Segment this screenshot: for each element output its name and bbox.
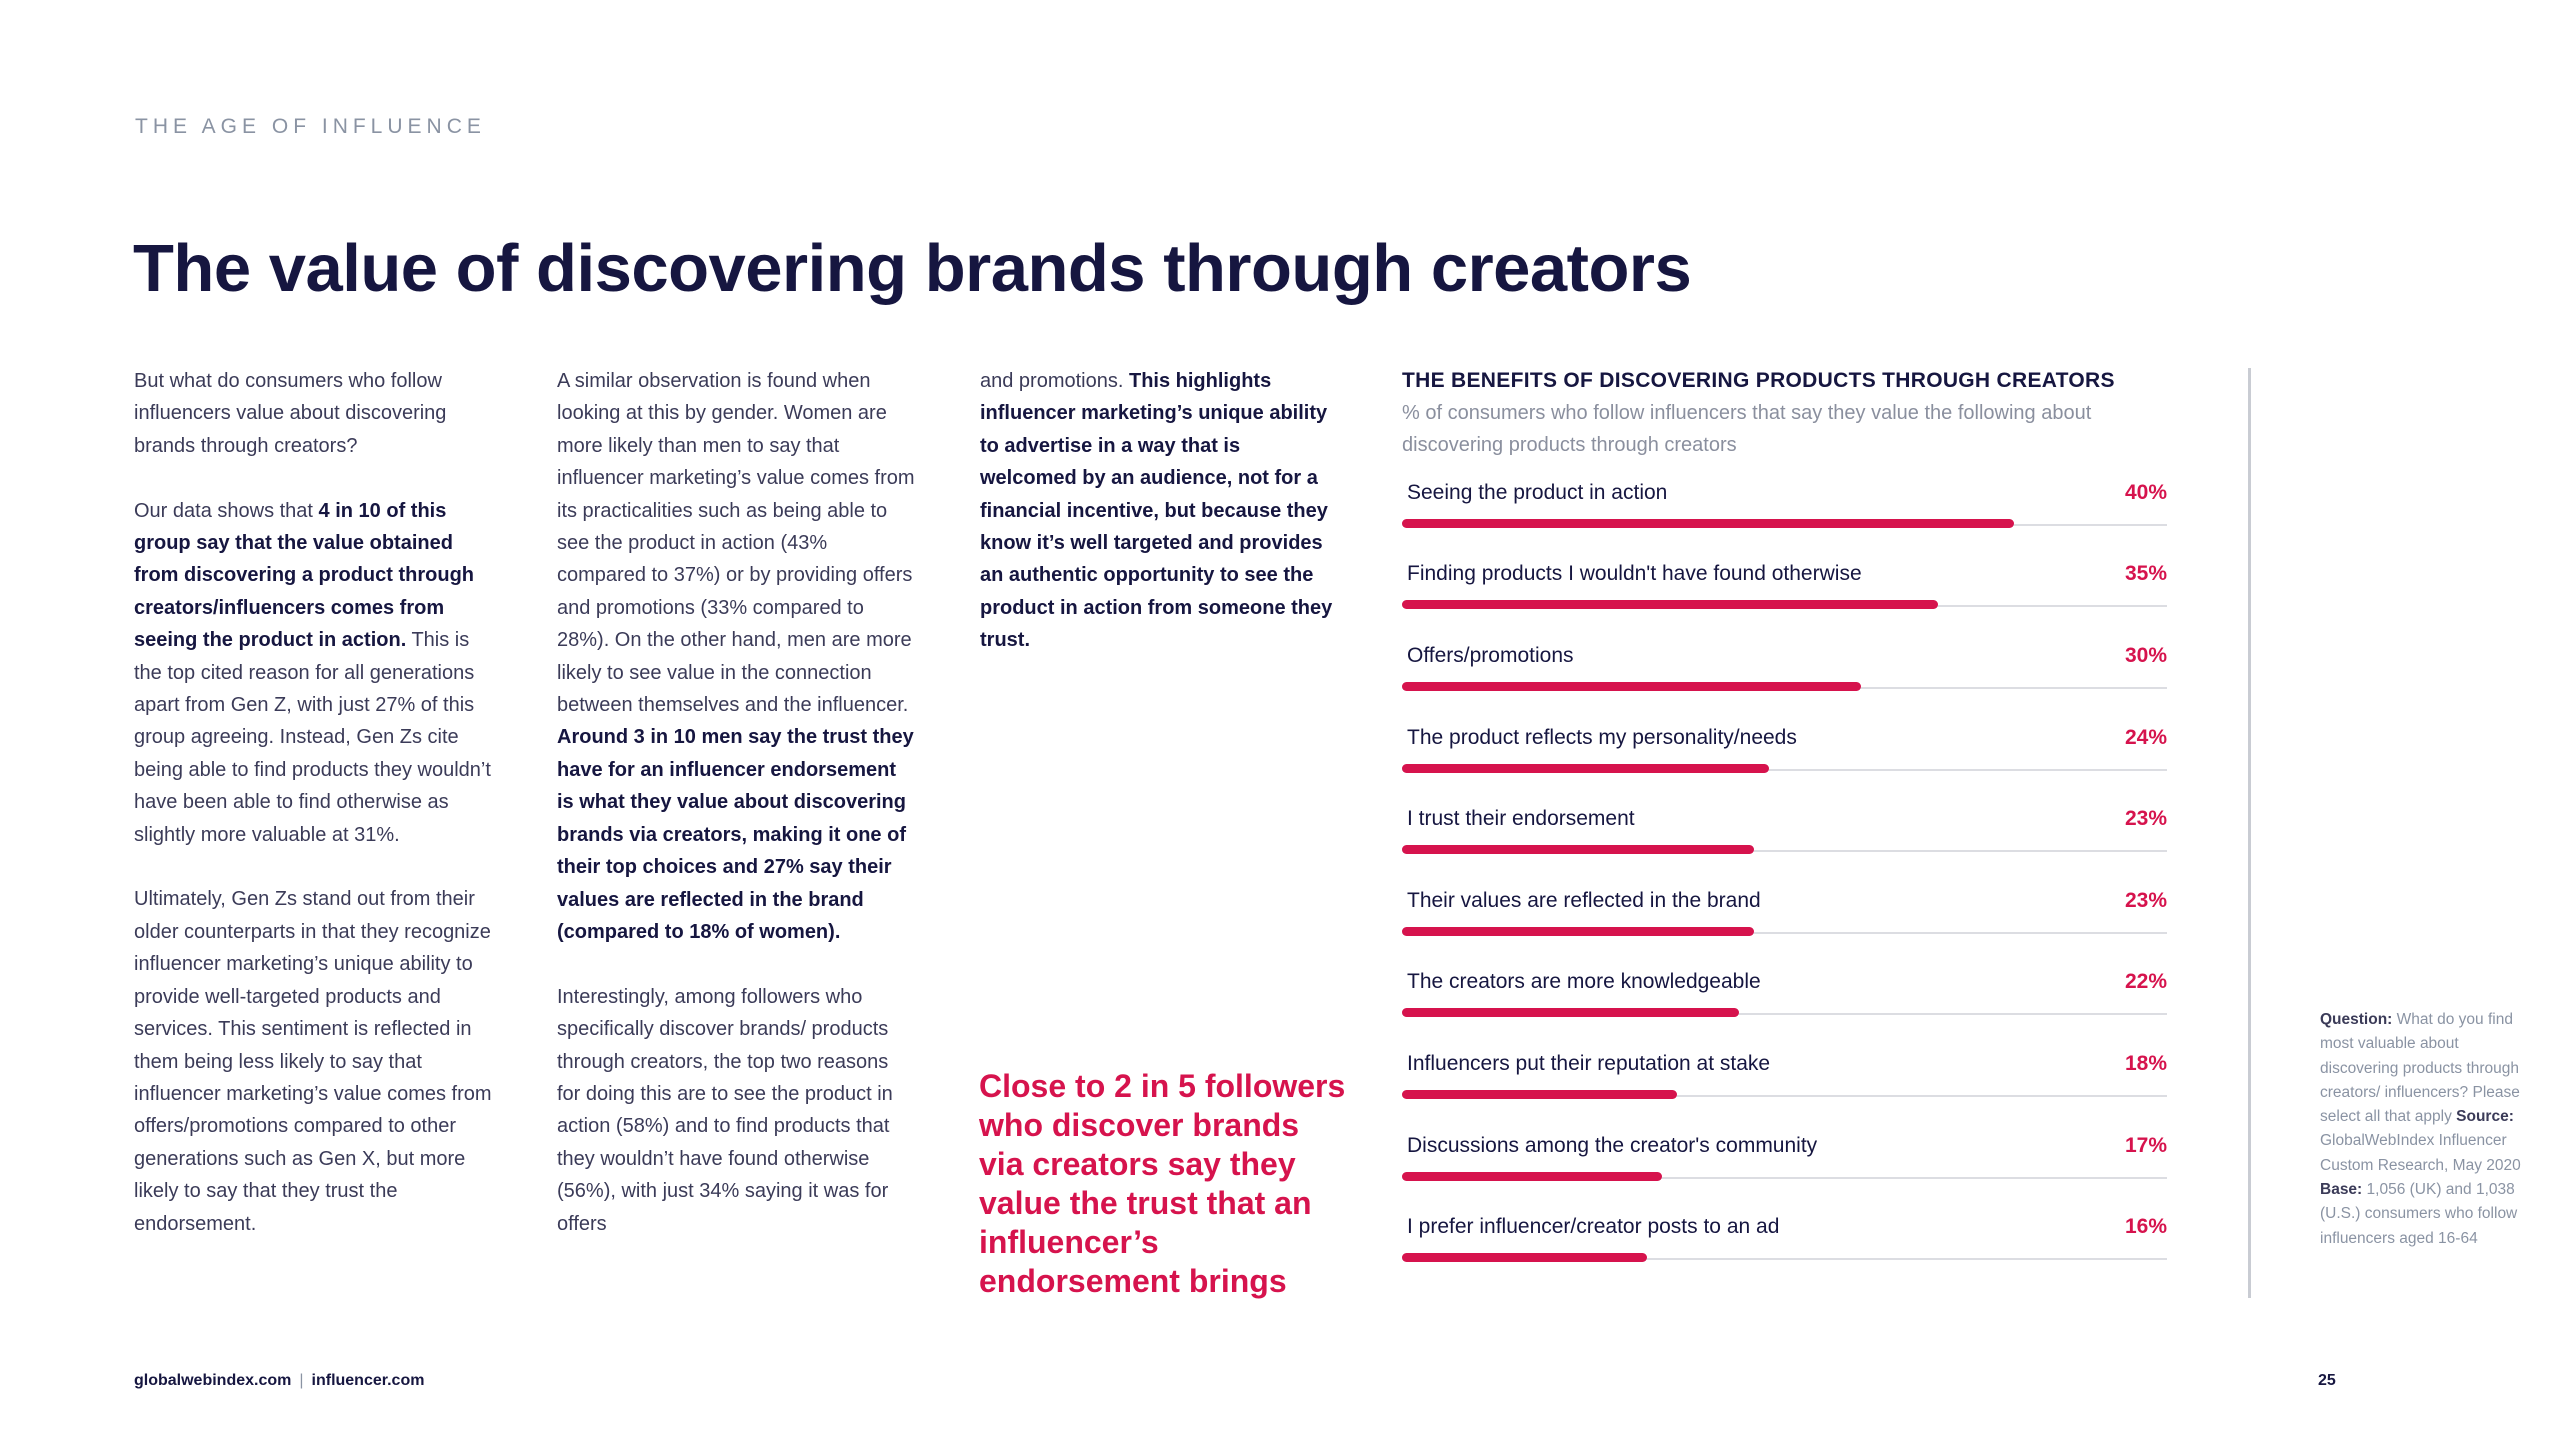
bar-label: I trust their endorsement (1407, 807, 1635, 831)
paragraph (557, 365, 917, 948)
footer-link-influencer[interactable]: influencer.com (311, 1372, 425, 1389)
paragraph: Interestingly, among followers who specifically discover brands/ products through creators, the top two reasons for doing this are to see the product in action (58%) and to find products that they wouldn’t have found otherwise (56%), with just 34% saying it was for offers (557, 985, 893, 1235)
paragraph (134, 495, 494, 851)
vertical-divider (2248, 368, 2251, 1298)
bar-value-label: 18% (2124, 1051, 2167, 1075)
bar-label: I prefer influencer/creator posts to an ad (1407, 1215, 1780, 1239)
bar-value-label: 23% (2124, 807, 2167, 831)
chart-row (1402, 724, 2167, 806)
base-label: Base: (2320, 1181, 2363, 1199)
bar (1402, 764, 1769, 773)
benefits-bar-chart (1402, 365, 2167, 1295)
bar-label: Influencers put their reputation at stake (1407, 1051, 1771, 1075)
section-kicker: THE AGE OF INFLUENCE (135, 115, 486, 138)
body-column-1 (134, 365, 494, 1240)
paragraph (980, 365, 1340, 657)
bar-value-label: 35% (2124, 562, 2167, 586)
text-run: A similar observation is found when looking at this by gender. Women are more likely than men to say that influencer marketing’s value comes from its practicalities such as being able to see the product in action (43% compared to 37%) or by providing offers and promotions (33% compared to 28%). On the other hand, men are more likely to see value in the connection between themselves and the influencer. (557, 370, 915, 717)
bar-value-label: 16% (2124, 1215, 2167, 1239)
bar-label: Seeing the product in action (1407, 480, 1668, 504)
bar-label: Offers/promotions (1407, 644, 1574, 667)
highlight-text: 4 in 10 of this group say that the value obtained from discovering a product through creators/influencers comes from seeing the product in action. (134, 499, 475, 652)
bar (1402, 1008, 1739, 1017)
bar-value-label: 22% (2124, 970, 2167, 994)
bar-value-label: 23% (2124, 888, 2167, 912)
footer-link-globalwebindex[interactable]: globalwebindex.com (134, 1372, 292, 1389)
question-text: What do you find most valuable about discovering products through creators/ influencers? Please select all that apply (2320, 1011, 2520, 1126)
bar (1402, 1253, 1647, 1262)
source-note (2320, 1008, 2535, 1251)
chart-row (1402, 805, 2167, 887)
highlight-text: This highlights influencer marketing’s unique ability to advertise in a way that is welcomed by an audience, not for a financial incentive, but because they know it’s well targeted and provides an authentic opportunity to see the product in action from someone they trust. (980, 370, 1333, 652)
bar (1402, 845, 1754, 854)
chart-row (1402, 968, 2167, 1050)
question-label: Question: (2320, 1011, 2393, 1028)
bar-label: The creators are more knowledgeable (1407, 970, 1761, 994)
paragraph: But what do consumers who follow influencers value about discovering brands through creators? (134, 370, 447, 457)
source-label: Source: (2456, 1108, 2514, 1126)
bar-label: Their values are reflected in the brand (1407, 888, 1761, 912)
bar-value-label: 30% (2124, 644, 2167, 667)
text-run: Our data shows that (134, 499, 319, 522)
chart-row (1402, 642, 2167, 724)
source-text: GlobalWebIndex Influencer Custom Research, May 2020 (2320, 1132, 2521, 1174)
page-title: The value of discovering brands through creators (133, 231, 1692, 306)
bar-value-label: 17% (2124, 1133, 2167, 1157)
body-column-2 (557, 365, 917, 1240)
bar (1402, 1090, 1677, 1099)
bar-label: Discussions among the creator's community (1407, 1133, 1818, 1157)
footer-links (134, 1372, 424, 1390)
chart-subtitle: % of consumers who follow influencers that say they value the following about discovering products through creators (1402, 402, 2092, 457)
bar-label: Finding products I wouldn't have found otherwise (1407, 562, 1862, 586)
chart-row (1402, 1213, 2167, 1295)
bar-label: The product reflects my personality/needs (1407, 725, 1797, 749)
chart-row (1402, 479, 2167, 561)
bar (1402, 519, 2014, 528)
bar-value-label: 24% (2124, 725, 2167, 749)
text-run: and promotions. (980, 370, 1129, 392)
chart-row (1402, 1050, 2167, 1132)
pull-quote: Close to 2 in 5 followers who discover brands via creators say they value the trust that an influencer’s endorsement brings (979, 1068, 1346, 1299)
text-run: This is the top cited reason for all generations apart from Gen Z, with just 27% of this group agreeing. Instead, Gen Zs cite being able to find products they wouldn’t have been able to find otherwise as slightly more valuable at 31%. (134, 629, 491, 846)
chart-title: THE BENEFITS OF DISCOVERING PRODUCTS THROUGH CREATORS (1402, 369, 2115, 392)
chart-row (1402, 887, 2167, 969)
page-number: 25 (2318, 1372, 2336, 1389)
chart-bars (1402, 479, 2167, 1295)
base-text: 1,056 (UK) and 1,038 (U.S.) consumers who follow influencers aged 16-64 (2320, 1181, 2518, 1247)
bar-value-label: 40% (2124, 480, 2167, 504)
footer-separator: | (299, 1372, 304, 1389)
bar (1402, 927, 1754, 936)
body-column-3 (980, 365, 1340, 657)
chart-row (1402, 1132, 2167, 1214)
chart-row (1402, 560, 2167, 642)
paragraph: Ultimately, Gen Zs stand out from their older counterparts in that they recognize influencer marketing’s unique ability to provide well-targeted products and services. This sentiment is reflected in them being less likely to say that influencer marketing’s value comes from offers/promotions compared to other generations such as Gen X, but more likely to say that they trust the endorsement. (134, 888, 492, 1235)
bar (1402, 1172, 1662, 1181)
bar (1402, 600, 1938, 609)
bar (1402, 682, 1861, 691)
highlight-text: Around 3 in 10 men say the trust they have for an influencer endorsement is what they value about discovering brands via creators, making it one of their top choices and 27% say their values are reflected in the brand (compared to 18% of women). (557, 726, 914, 943)
